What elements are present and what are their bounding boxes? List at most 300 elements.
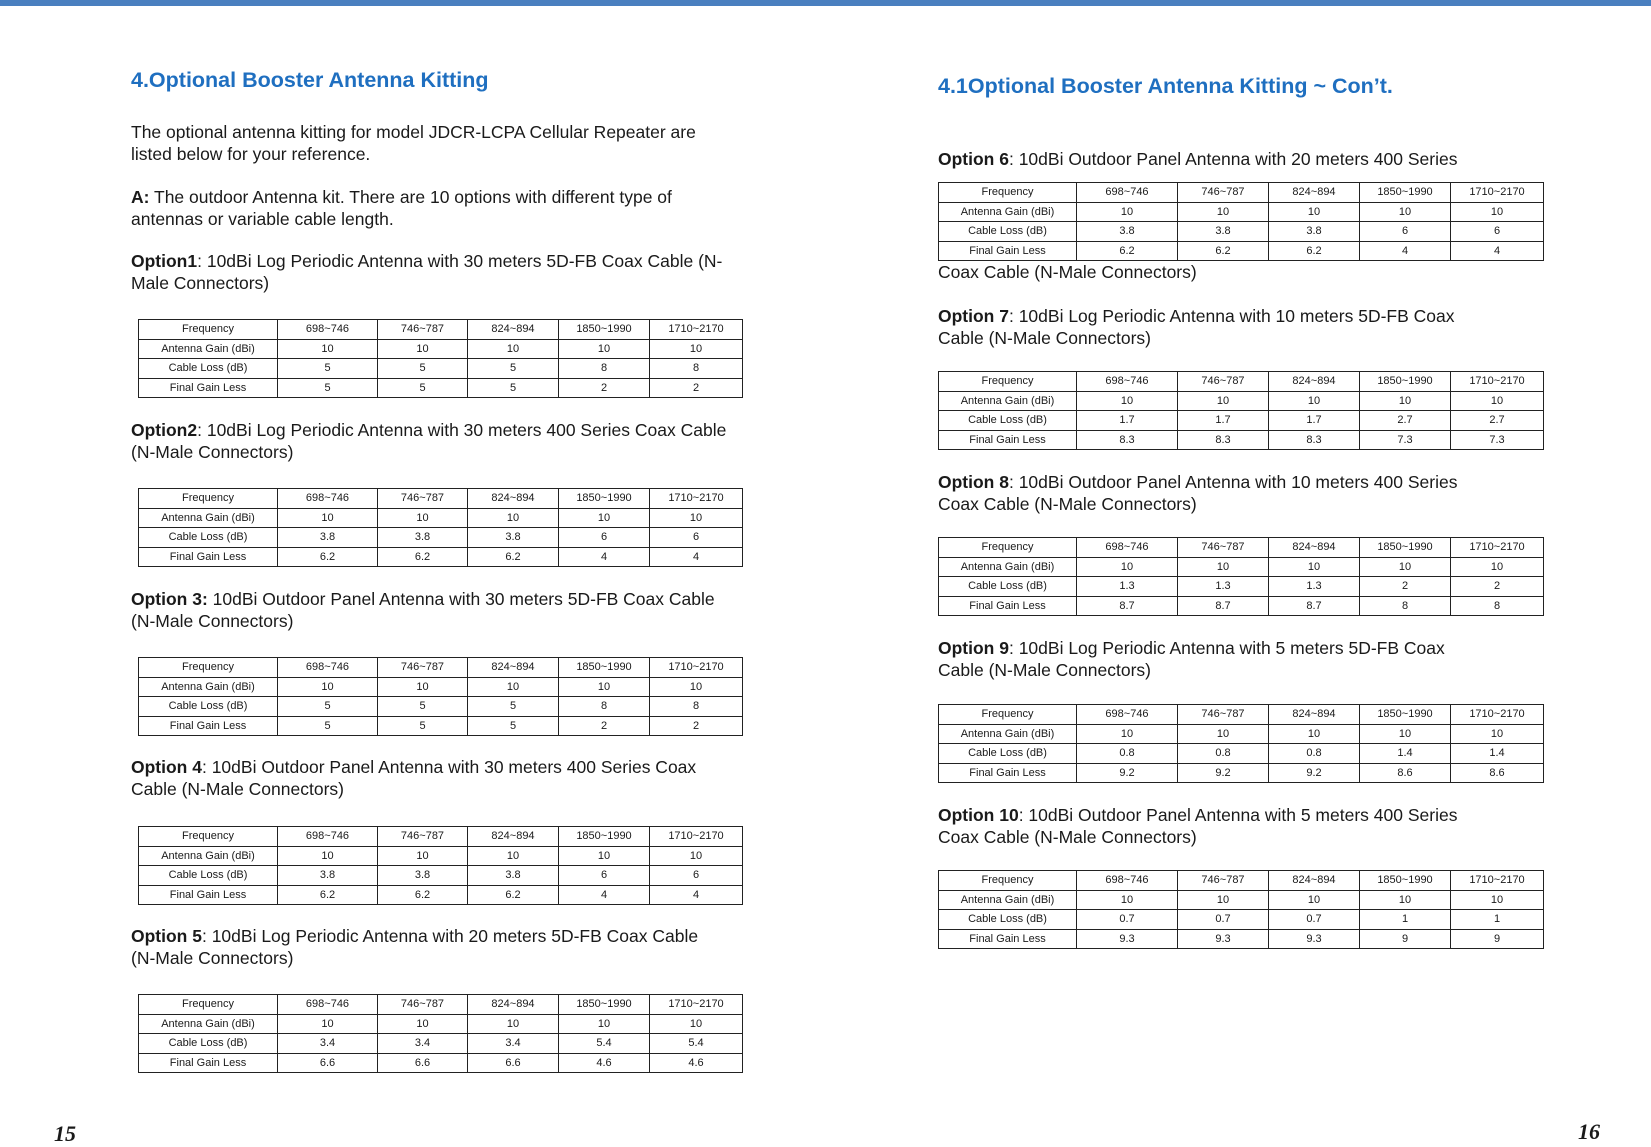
table-cell: 10 <box>559 677 650 697</box>
table-cell: 5 <box>278 378 378 398</box>
option-5-description <box>131 926 698 969</box>
table-cell: 10 <box>1178 890 1269 910</box>
table-cell: 6 <box>1360 222 1451 242</box>
row-label-cell: Final Gain Less <box>139 547 278 567</box>
table-header-cell: 1850~1990 <box>1360 871 1451 891</box>
option-text: 10dBi Outdoor Panel Antenna with 30 meters 5D-FB Coax Cable <box>207 589 715 609</box>
table-cell: 8.6 <box>1360 763 1451 783</box>
table-cell: 10 <box>1451 724 1544 744</box>
table-header-cell: Frequency <box>939 183 1077 203</box>
table-header-cell: Frequency <box>139 658 278 678</box>
intro-line-1: The optional antenna kitting for model JDCR-LCPA Cellular Repeater are <box>131 122 696 142</box>
table-row <box>939 411 1544 431</box>
table-cell: 4.6 <box>650 1053 743 1073</box>
option-6-spec-table <box>938 182 1544 261</box>
row-label-cell: Antenna Gain (dBi) <box>139 1014 278 1034</box>
table-cell: 5 <box>278 359 378 379</box>
table-cell: 10 <box>650 508 743 528</box>
table-cell: 10 <box>468 846 559 866</box>
page-heading: 4.1Optional Booster Antenna Kitting ~ Con’t. <box>938 74 1393 98</box>
table-cell: 10 <box>278 677 378 697</box>
table-cell: 10 <box>278 508 378 528</box>
intro-line-2: listed below for your reference. <box>131 143 371 164</box>
table-cell: 2 <box>650 716 743 736</box>
row-label-cell: Antenna Gain (dBi) <box>939 890 1077 910</box>
table-cell: 10 <box>1360 890 1451 910</box>
table-header-cell: 698~746 <box>1077 705 1178 725</box>
table-row <box>939 890 1544 910</box>
kit-a-label: A: <box>131 187 150 207</box>
table-header-cell: 824~894 <box>1269 372 1360 392</box>
row-label-cell: Final Gain Less <box>939 929 1077 949</box>
table-cell: 2.7 <box>1451 411 1544 431</box>
row-label-cell: Cable Loss (dB) <box>139 528 278 548</box>
table-cell: 9 <box>1451 929 1544 949</box>
option-text-line-2: Coax Cable (N-Male Connectors) <box>938 262 1197 282</box>
table-cell: 0.8 <box>1269 744 1360 764</box>
table-cell: 6.2 <box>468 547 559 567</box>
table-header-cell: 824~894 <box>468 658 559 678</box>
table-cell: 6.2 <box>1178 241 1269 261</box>
table-cell: 5 <box>468 359 559 379</box>
option-label: Option 5 <box>131 926 202 946</box>
kit-a-line-2: antennas or variable cable length. <box>131 208 394 229</box>
table-row <box>939 744 1544 764</box>
table-header-cell: 824~894 <box>1269 183 1360 203</box>
option-text: : 10dBi Log Periodic Antenna with 5 meters 5D-FB Coax <box>1008 638 1445 658</box>
table-cell: 8 <box>1451 596 1544 616</box>
table-cell: 6 <box>650 528 743 548</box>
intro-paragraph <box>131 122 696 165</box>
table-cell: 4.6 <box>559 1053 650 1073</box>
table-header-cell: 746~787 <box>1178 183 1269 203</box>
table-cell: 1.3 <box>1077 577 1178 597</box>
table-cell: 10 <box>650 1014 743 1034</box>
table-header-cell: 1710~2170 <box>1451 372 1544 392</box>
table-cell: 6.2 <box>468 885 559 905</box>
table-cell: 1.7 <box>1269 411 1360 431</box>
table-header-cell: Frequency <box>939 871 1077 891</box>
option-9-description <box>938 638 1445 681</box>
table-cell: 3.8 <box>278 866 378 886</box>
row-label-cell: Final Gain Less <box>939 763 1077 783</box>
row-label-cell: Antenna Gain (dBi) <box>939 391 1077 411</box>
option-label: Option 4 <box>131 757 202 777</box>
table-cell: 10 <box>468 677 559 697</box>
option-label: Option 7 <box>938 306 1009 326</box>
table-cell: 5 <box>468 716 559 736</box>
table-cell: 10 <box>1269 890 1360 910</box>
option-text-line-2: (N-Male Connectors) <box>131 441 294 462</box>
table-header-cell: 698~746 <box>1077 183 1178 203</box>
table-cell: 10 <box>1451 202 1544 222</box>
table-header-cell: 1850~1990 <box>1360 705 1451 725</box>
table-cell: 9.2 <box>1077 763 1178 783</box>
option-1-spec-table <box>138 319 743 398</box>
option-text-line-2: Coax Cable (N-Male Connectors) <box>938 826 1197 847</box>
table-header-cell: 824~894 <box>1269 705 1360 725</box>
table-header-cell: 1710~2170 <box>650 827 743 847</box>
option-3-description <box>131 589 715 632</box>
option-label: Option1 <box>131 251 198 271</box>
table-header-cell: 746~787 <box>378 320 468 340</box>
option-text-line-2: Cable (N-Male Connectors) <box>938 659 1151 680</box>
table-header-cell: 824~894 <box>1269 871 1360 891</box>
table-cell: 10 <box>1269 391 1360 411</box>
table-cell: 0.7 <box>1269 910 1360 930</box>
row-label-cell: Antenna Gain (dBi) <box>939 724 1077 744</box>
option-label: Option 9 <box>938 638 1009 658</box>
table-header-cell: 1710~2170 <box>650 658 743 678</box>
table-cell: 8.3 <box>1269 430 1360 450</box>
option-label: Option 8 <box>938 472 1009 492</box>
option-text-line-2: (N-Male Connectors) <box>131 947 294 968</box>
page-number-right: 16 <box>1578 1119 1600 1144</box>
table-header-cell: Frequency <box>139 489 278 509</box>
option-text-line-2: Coax Cable (N-Male Connectors) <box>938 493 1197 514</box>
table-cell: 9.3 <box>1077 929 1178 949</box>
option-6-description-continued <box>938 262 1197 284</box>
table-row <box>939 929 1544 949</box>
row-label-cell: Final Gain Less <box>139 716 278 736</box>
table-header-row <box>139 658 743 678</box>
table-cell: 0.8 <box>1077 744 1178 764</box>
table-cell: 9.3 <box>1178 929 1269 949</box>
option-text-line-2: Male Connectors) <box>131 272 270 293</box>
table-cell: 10 <box>468 1014 559 1034</box>
option-4-spec-table <box>138 826 743 905</box>
table-row <box>939 596 1544 616</box>
table-cell: 10 <box>1360 724 1451 744</box>
table-row <box>139 508 743 528</box>
table-header-cell: Frequency <box>139 827 278 847</box>
table-header-cell: 1850~1990 <box>559 320 650 340</box>
row-label-cell: Antenna Gain (dBi) <box>139 846 278 866</box>
table-cell: 6.2 <box>278 885 378 905</box>
table-header-cell: 824~894 <box>468 489 559 509</box>
table-cell: 1.3 <box>1269 577 1360 597</box>
option-label: Option 6 <box>938 149 1009 169</box>
table-cell: 10 <box>559 1014 650 1034</box>
table-cell: 5.4 <box>650 1034 743 1054</box>
option-text-line-2: Cable (N-Male Connectors) <box>131 778 344 799</box>
table-header-cell: 746~787 <box>1178 538 1269 558</box>
table-header-row <box>939 183 1544 203</box>
table-cell: 9 <box>1360 929 1451 949</box>
option-2-spec-table <box>138 488 743 567</box>
table-cell: 8.7 <box>1269 596 1360 616</box>
table-cell: 5.4 <box>559 1034 650 1054</box>
table-cell: 7.3 <box>1451 430 1544 450</box>
table-header-cell: 698~746 <box>1077 871 1178 891</box>
table-header-row <box>939 871 1544 891</box>
table-cell: 8 <box>559 359 650 379</box>
table-cell: 7.3 <box>1360 430 1451 450</box>
table-cell: 10 <box>1451 890 1544 910</box>
table-cell: 2 <box>1451 577 1544 597</box>
table-cell: 6.6 <box>278 1053 378 1073</box>
row-label-cell: Final Gain Less <box>939 596 1077 616</box>
table-header-row <box>939 372 1544 392</box>
table-header-cell: 746~787 <box>1178 871 1269 891</box>
row-label-cell: Cable Loss (dB) <box>939 577 1077 597</box>
table-cell: 10 <box>559 508 650 528</box>
option-text: : 10dBi Outdoor Panel Antenna with 20 meters 400 Series <box>1008 149 1458 169</box>
row-label-cell: Final Gain Less <box>139 885 278 905</box>
option-text-line-2: (N-Male Connectors) <box>131 610 294 631</box>
table-row <box>939 724 1544 744</box>
table-cell: 4 <box>650 547 743 567</box>
table-header-row <box>939 538 1544 558</box>
option-text: : 10dBi Outdoor Panel Antenna with 5 meters 400 Series <box>1018 805 1458 825</box>
table-cell: 5 <box>378 697 468 717</box>
row-label-cell: Cable Loss (dB) <box>939 910 1077 930</box>
table-cell: 4 <box>1360 241 1451 261</box>
page-heading: 4.Optional Booster Antenna Kitting <box>131 68 489 92</box>
option-3-spec-table <box>138 657 743 736</box>
table-cell: 5 <box>278 716 378 736</box>
table-cell: 6 <box>559 866 650 886</box>
table-cell: 4 <box>650 885 743 905</box>
table-header-row <box>139 995 743 1015</box>
table-header-cell: 1850~1990 <box>559 995 650 1015</box>
table-cell: 10 <box>278 846 378 866</box>
table-cell: 8.7 <box>1178 596 1269 616</box>
table-header-cell: 698~746 <box>278 827 378 847</box>
table-cell: 10 <box>1269 202 1360 222</box>
row-label-cell: Cable Loss (dB) <box>939 222 1077 242</box>
table-cell: 1 <box>1451 910 1544 930</box>
table-cell: 10 <box>1178 202 1269 222</box>
top-accent-bar <box>0 0 1651 6</box>
row-label-cell: Antenna Gain (dBi) <box>139 677 278 697</box>
table-cell: 1.3 <box>1178 577 1269 597</box>
option-text: : 10dBi Log Periodic Antenna with 10 meters 5D-FB Coax <box>1008 306 1455 326</box>
table-row <box>139 677 743 697</box>
table-cell: 3.8 <box>468 528 559 548</box>
table-cell: 6.2 <box>378 547 468 567</box>
table-cell: 3.8 <box>378 528 468 548</box>
row-label-cell: Cable Loss (dB) <box>139 1034 278 1054</box>
table-cell: 6 <box>650 866 743 886</box>
table-cell: 4 <box>559 885 650 905</box>
table-cell: 1.4 <box>1451 744 1544 764</box>
table-header-cell: 824~894 <box>1269 538 1360 558</box>
kit-a-line-1: The outdoor Antenna kit. There are 10 options with different type of <box>149 187 672 207</box>
table-header-cell: 1710~2170 <box>650 995 743 1015</box>
table-cell: 0.7 <box>1077 910 1178 930</box>
option-label: Option2 <box>131 420 198 440</box>
table-cell: 6 <box>1451 222 1544 242</box>
table-cell: 0.7 <box>1178 910 1269 930</box>
row-label-cell: Final Gain Less <box>939 241 1077 261</box>
option-10-description <box>938 805 1457 848</box>
table-cell: 10 <box>650 677 743 697</box>
table-cell: 6 <box>559 528 650 548</box>
option-text: : 10dBi Outdoor Panel Antenna with 30 meters 400 Series Coax <box>201 757 697 777</box>
row-label-cell: Cable Loss (dB) <box>139 866 278 886</box>
table-cell: 8 <box>650 697 743 717</box>
table-cell: 10 <box>1178 391 1269 411</box>
option-7-description <box>938 306 1454 349</box>
table-row <box>139 547 743 567</box>
table-cell: 1 <box>1360 910 1451 930</box>
table-cell: 2.7 <box>1360 411 1451 431</box>
table-cell: 10 <box>1360 557 1451 577</box>
table-row <box>139 528 743 548</box>
table-cell: 6.6 <box>378 1053 468 1073</box>
row-label-cell: Cable Loss (dB) <box>139 697 278 717</box>
row-label-cell: Antenna Gain (dBi) <box>939 557 1077 577</box>
row-label-cell: Cable Loss (dB) <box>939 411 1077 431</box>
table-cell: 10 <box>1360 202 1451 222</box>
table-header-cell: 698~746 <box>1077 372 1178 392</box>
table-cell: 5 <box>378 716 468 736</box>
table-header-cell: 1710~2170 <box>1451 871 1544 891</box>
table-row <box>139 359 743 379</box>
table-cell: 10 <box>468 508 559 528</box>
row-label-cell: Cable Loss (dB) <box>139 359 278 379</box>
table-cell: 3.8 <box>1269 222 1360 242</box>
table-cell: 5 <box>278 697 378 717</box>
table-row <box>939 910 1544 930</box>
table-cell: 10 <box>278 339 378 359</box>
table-row <box>939 577 1544 597</box>
table-header-cell: 1710~2170 <box>1451 183 1544 203</box>
row-label-cell: Antenna Gain (dBi) <box>939 202 1077 222</box>
table-header-cell: 698~746 <box>278 489 378 509</box>
table-header-cell: 1710~2170 <box>1451 538 1544 558</box>
option-label: Option 3: <box>131 589 208 609</box>
table-header-cell: Frequency <box>139 320 278 340</box>
table-header-cell: 698~746 <box>278 658 378 678</box>
table-cell: 10 <box>378 677 468 697</box>
table-header-cell: 746~787 <box>1178 705 1269 725</box>
table-header-cell: 824~894 <box>468 827 559 847</box>
table-cell: 10 <box>1077 557 1178 577</box>
table-header-cell: Frequency <box>939 538 1077 558</box>
table-cell: 3.4 <box>468 1034 559 1054</box>
table-cell: 2 <box>559 716 650 736</box>
table-header-cell: 746~787 <box>378 658 468 678</box>
option-8-description <box>938 472 1457 515</box>
table-cell: 5 <box>378 359 468 379</box>
table-header-cell: 1850~1990 <box>559 827 650 847</box>
table-cell: 2 <box>1360 577 1451 597</box>
table-header-cell: Frequency <box>939 372 1077 392</box>
option-text-line-2: Cable (N-Male Connectors) <box>938 327 1151 348</box>
table-cell: 10 <box>468 339 559 359</box>
table-cell: 6.2 <box>378 885 468 905</box>
table-header-cell: 698~746 <box>278 320 378 340</box>
table-header-cell: 1850~1990 <box>1360 538 1451 558</box>
table-header-cell: 746~787 <box>378 995 468 1015</box>
table-header-row <box>939 705 1544 725</box>
row-label-cell: Final Gain Less <box>139 1053 278 1073</box>
table-cell: 0.8 <box>1178 744 1269 764</box>
table-row <box>939 391 1544 411</box>
table-header-cell: Frequency <box>139 995 278 1015</box>
table-cell: 10 <box>1451 391 1544 411</box>
table-row <box>939 557 1544 577</box>
table-row <box>139 697 743 717</box>
table-header-cell: 824~894 <box>468 995 559 1015</box>
table-header-cell: 1850~1990 <box>1360 183 1451 203</box>
option-1-description <box>131 251 722 294</box>
table-header-cell: 746~787 <box>1178 372 1269 392</box>
table-cell: 8.7 <box>1077 596 1178 616</box>
table-header-cell: 698~746 <box>278 995 378 1015</box>
table-cell: 2 <box>559 378 650 398</box>
table-cell: 3.4 <box>278 1034 378 1054</box>
kit-a-paragraph <box>131 187 672 230</box>
table-cell: 10 <box>650 846 743 866</box>
table-cell: 10 <box>1178 557 1269 577</box>
table-cell: 10 <box>378 846 468 866</box>
table-cell: 3.8 <box>378 866 468 886</box>
table-cell: 10 <box>1077 391 1178 411</box>
option-text: : 10dBi Outdoor Panel Antenna with 10 meters 400 Series <box>1008 472 1458 492</box>
table-cell: 8.6 <box>1451 763 1544 783</box>
table-cell: 8.3 <box>1077 430 1178 450</box>
table-cell: 10 <box>1360 391 1451 411</box>
table-row <box>939 430 1544 450</box>
table-cell: 10 <box>559 339 650 359</box>
option-9-spec-table <box>938 704 1544 783</box>
option-7-spec-table <box>938 371 1544 450</box>
table-row <box>939 763 1544 783</box>
table-cell: 3.8 <box>468 866 559 886</box>
table-cell: 10 <box>278 1014 378 1034</box>
table-row <box>139 378 743 398</box>
table-cell: 10 <box>1269 557 1360 577</box>
table-row <box>139 1014 743 1034</box>
option-text: : 10dBi Log Periodic Antenna with 20 meters 5D-FB Coax Cable <box>201 926 699 946</box>
page-number-left: 15 <box>54 1121 76 1146</box>
table-cell: 10 <box>1451 557 1544 577</box>
table-cell: 8 <box>1360 596 1451 616</box>
table-cell: 10 <box>378 508 468 528</box>
option-text: : 10dBi Log Periodic Antenna with 30 meters 400 Series Coax Cable <box>197 420 727 440</box>
table-header-cell: 1710~2170 <box>1451 705 1544 725</box>
table-cell: 1.7 <box>1178 411 1269 431</box>
table-row <box>139 339 743 359</box>
table-header-cell: 1850~1990 <box>559 489 650 509</box>
table-header-cell: 1710~2170 <box>650 489 743 509</box>
table-cell: 4 <box>559 547 650 567</box>
table-header-cell: 698~746 <box>1077 538 1178 558</box>
table-cell: 6.6 <box>468 1053 559 1073</box>
table-cell: 3.8 <box>1178 222 1269 242</box>
table-row <box>139 866 743 886</box>
table-cell: 4 <box>1451 241 1544 261</box>
table-row <box>139 1053 743 1073</box>
table-cell: 2 <box>650 378 743 398</box>
table-cell: 10 <box>650 339 743 359</box>
table-row <box>139 885 743 905</box>
row-label-cell: Final Gain Less <box>939 430 1077 450</box>
option-4-description <box>131 757 696 800</box>
table-header-cell: 746~787 <box>378 489 468 509</box>
option-5-spec-table <box>138 994 743 1073</box>
table-row <box>139 716 743 736</box>
table-header-cell: 746~787 <box>378 827 468 847</box>
row-label-cell: Antenna Gain (dBi) <box>139 339 278 359</box>
option-10-spec-table <box>938 870 1544 949</box>
table-cell: 5 <box>378 378 468 398</box>
table-cell: 6.2 <box>1269 241 1360 261</box>
table-cell: 3.4 <box>378 1034 468 1054</box>
